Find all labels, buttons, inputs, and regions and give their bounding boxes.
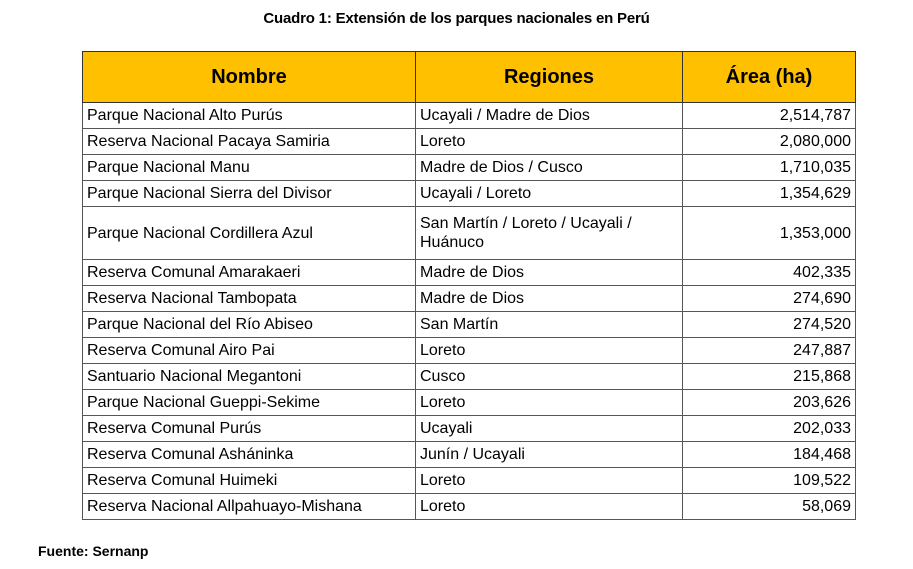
header-area: Área (ha) bbox=[683, 52, 856, 103]
table-caption: Cuadro 1: Extensión de los parques nacionales en Perú bbox=[263, 10, 650, 27]
table-row bbox=[83, 155, 856, 181]
cell-area: 1,354,629 bbox=[683, 181, 856, 207]
cell-area: 109,522 bbox=[683, 468, 856, 494]
table-row bbox=[83, 364, 856, 390]
table-row bbox=[83, 129, 856, 155]
cell-area: 1,710,035 bbox=[683, 155, 856, 181]
cell-nombre: Reserva Comunal Asháninka bbox=[83, 442, 416, 468]
cell-area: 203,626 bbox=[683, 390, 856, 416]
table-row bbox=[83, 103, 856, 129]
cell-area: 58,069 bbox=[683, 494, 856, 520]
cell-nombre: Parque Nacional Gueppi-Sekime bbox=[83, 390, 416, 416]
cell-regiones: Loreto bbox=[416, 468, 683, 494]
header-nombre: Nombre bbox=[83, 52, 416, 103]
cell-nombre: Parque Nacional Alto Purús bbox=[83, 103, 416, 129]
cell-area: 274,690 bbox=[683, 286, 856, 312]
cell-regiones: Loreto bbox=[416, 338, 683, 364]
cell-regiones: Cusco bbox=[416, 364, 683, 390]
table-row bbox=[83, 260, 856, 286]
cell-nombre: Reserva Nacional Allpahuayo-Mishana bbox=[83, 494, 416, 520]
cell-regiones: Madre de Dios bbox=[416, 286, 683, 312]
table-row bbox=[83, 494, 856, 520]
cell-regiones: Madre de Dios bbox=[416, 260, 683, 286]
cell-regiones: San Martín bbox=[416, 312, 683, 338]
cell-area: 2,080,000 bbox=[683, 129, 856, 155]
cell-nombre: Reserva Comunal Amarakaeri bbox=[83, 260, 416, 286]
parks-table bbox=[82, 51, 856, 520]
cell-regiones: Ucayali / Madre de Dios bbox=[416, 103, 683, 129]
cell-regiones: Loreto bbox=[416, 390, 683, 416]
header-row bbox=[83, 52, 856, 103]
cell-regiones: Loreto bbox=[416, 129, 683, 155]
table-row bbox=[83, 468, 856, 494]
table-row bbox=[83, 416, 856, 442]
cell-nombre: Reserva Comunal Airo Pai bbox=[83, 338, 416, 364]
cell-area: 402,335 bbox=[683, 260, 856, 286]
cell-nombre: Reserva Nacional Tambopata bbox=[83, 286, 416, 312]
cell-regiones: Ucayali / Loreto bbox=[416, 181, 683, 207]
cell-regiones: Loreto bbox=[416, 494, 683, 520]
table-row bbox=[83, 338, 856, 364]
cell-nombre: Reserva Comunal Huimeki bbox=[83, 468, 416, 494]
cell-area: 202,033 bbox=[683, 416, 856, 442]
cell-regiones: Ucayali bbox=[416, 416, 683, 442]
table-row bbox=[83, 390, 856, 416]
cell-nombre: Parque Nacional del Río Abiseo bbox=[83, 312, 416, 338]
cell-area: 2,514,787 bbox=[683, 103, 856, 129]
cell-area: 215,868 bbox=[683, 364, 856, 390]
cell-nombre: Reserva Nacional Pacaya Samiria bbox=[83, 129, 416, 155]
table-row bbox=[83, 442, 856, 468]
cell-regiones: San Martín / Loreto / Ucayali / Huánuco bbox=[416, 207, 683, 260]
cell-area: 1,353,000 bbox=[683, 207, 856, 260]
cell-nombre: Parque Nacional Cordillera Azul bbox=[83, 207, 416, 260]
cell-area: 274,520 bbox=[683, 312, 856, 338]
cell-regiones: Junín / Ucayali bbox=[416, 442, 683, 468]
table-row bbox=[83, 286, 856, 312]
cell-regiones: Madre de Dios / Cusco bbox=[416, 155, 683, 181]
cell-area: 184,468 bbox=[683, 442, 856, 468]
cell-nombre: Santuario Nacional Megantoni bbox=[83, 364, 416, 390]
cell-nombre: Parque Nacional Manu bbox=[83, 155, 416, 181]
cell-nombre: Reserva Comunal Purús bbox=[83, 416, 416, 442]
cell-area: 247,887 bbox=[683, 338, 856, 364]
header-regiones: Regiones bbox=[416, 52, 683, 103]
table-row bbox=[83, 312, 856, 338]
table-row bbox=[83, 181, 856, 207]
table-row bbox=[83, 207, 856, 260]
source-note: Fuente: Sernanp bbox=[38, 543, 149, 559]
cell-nombre: Parque Nacional Sierra del Divisor bbox=[83, 181, 416, 207]
